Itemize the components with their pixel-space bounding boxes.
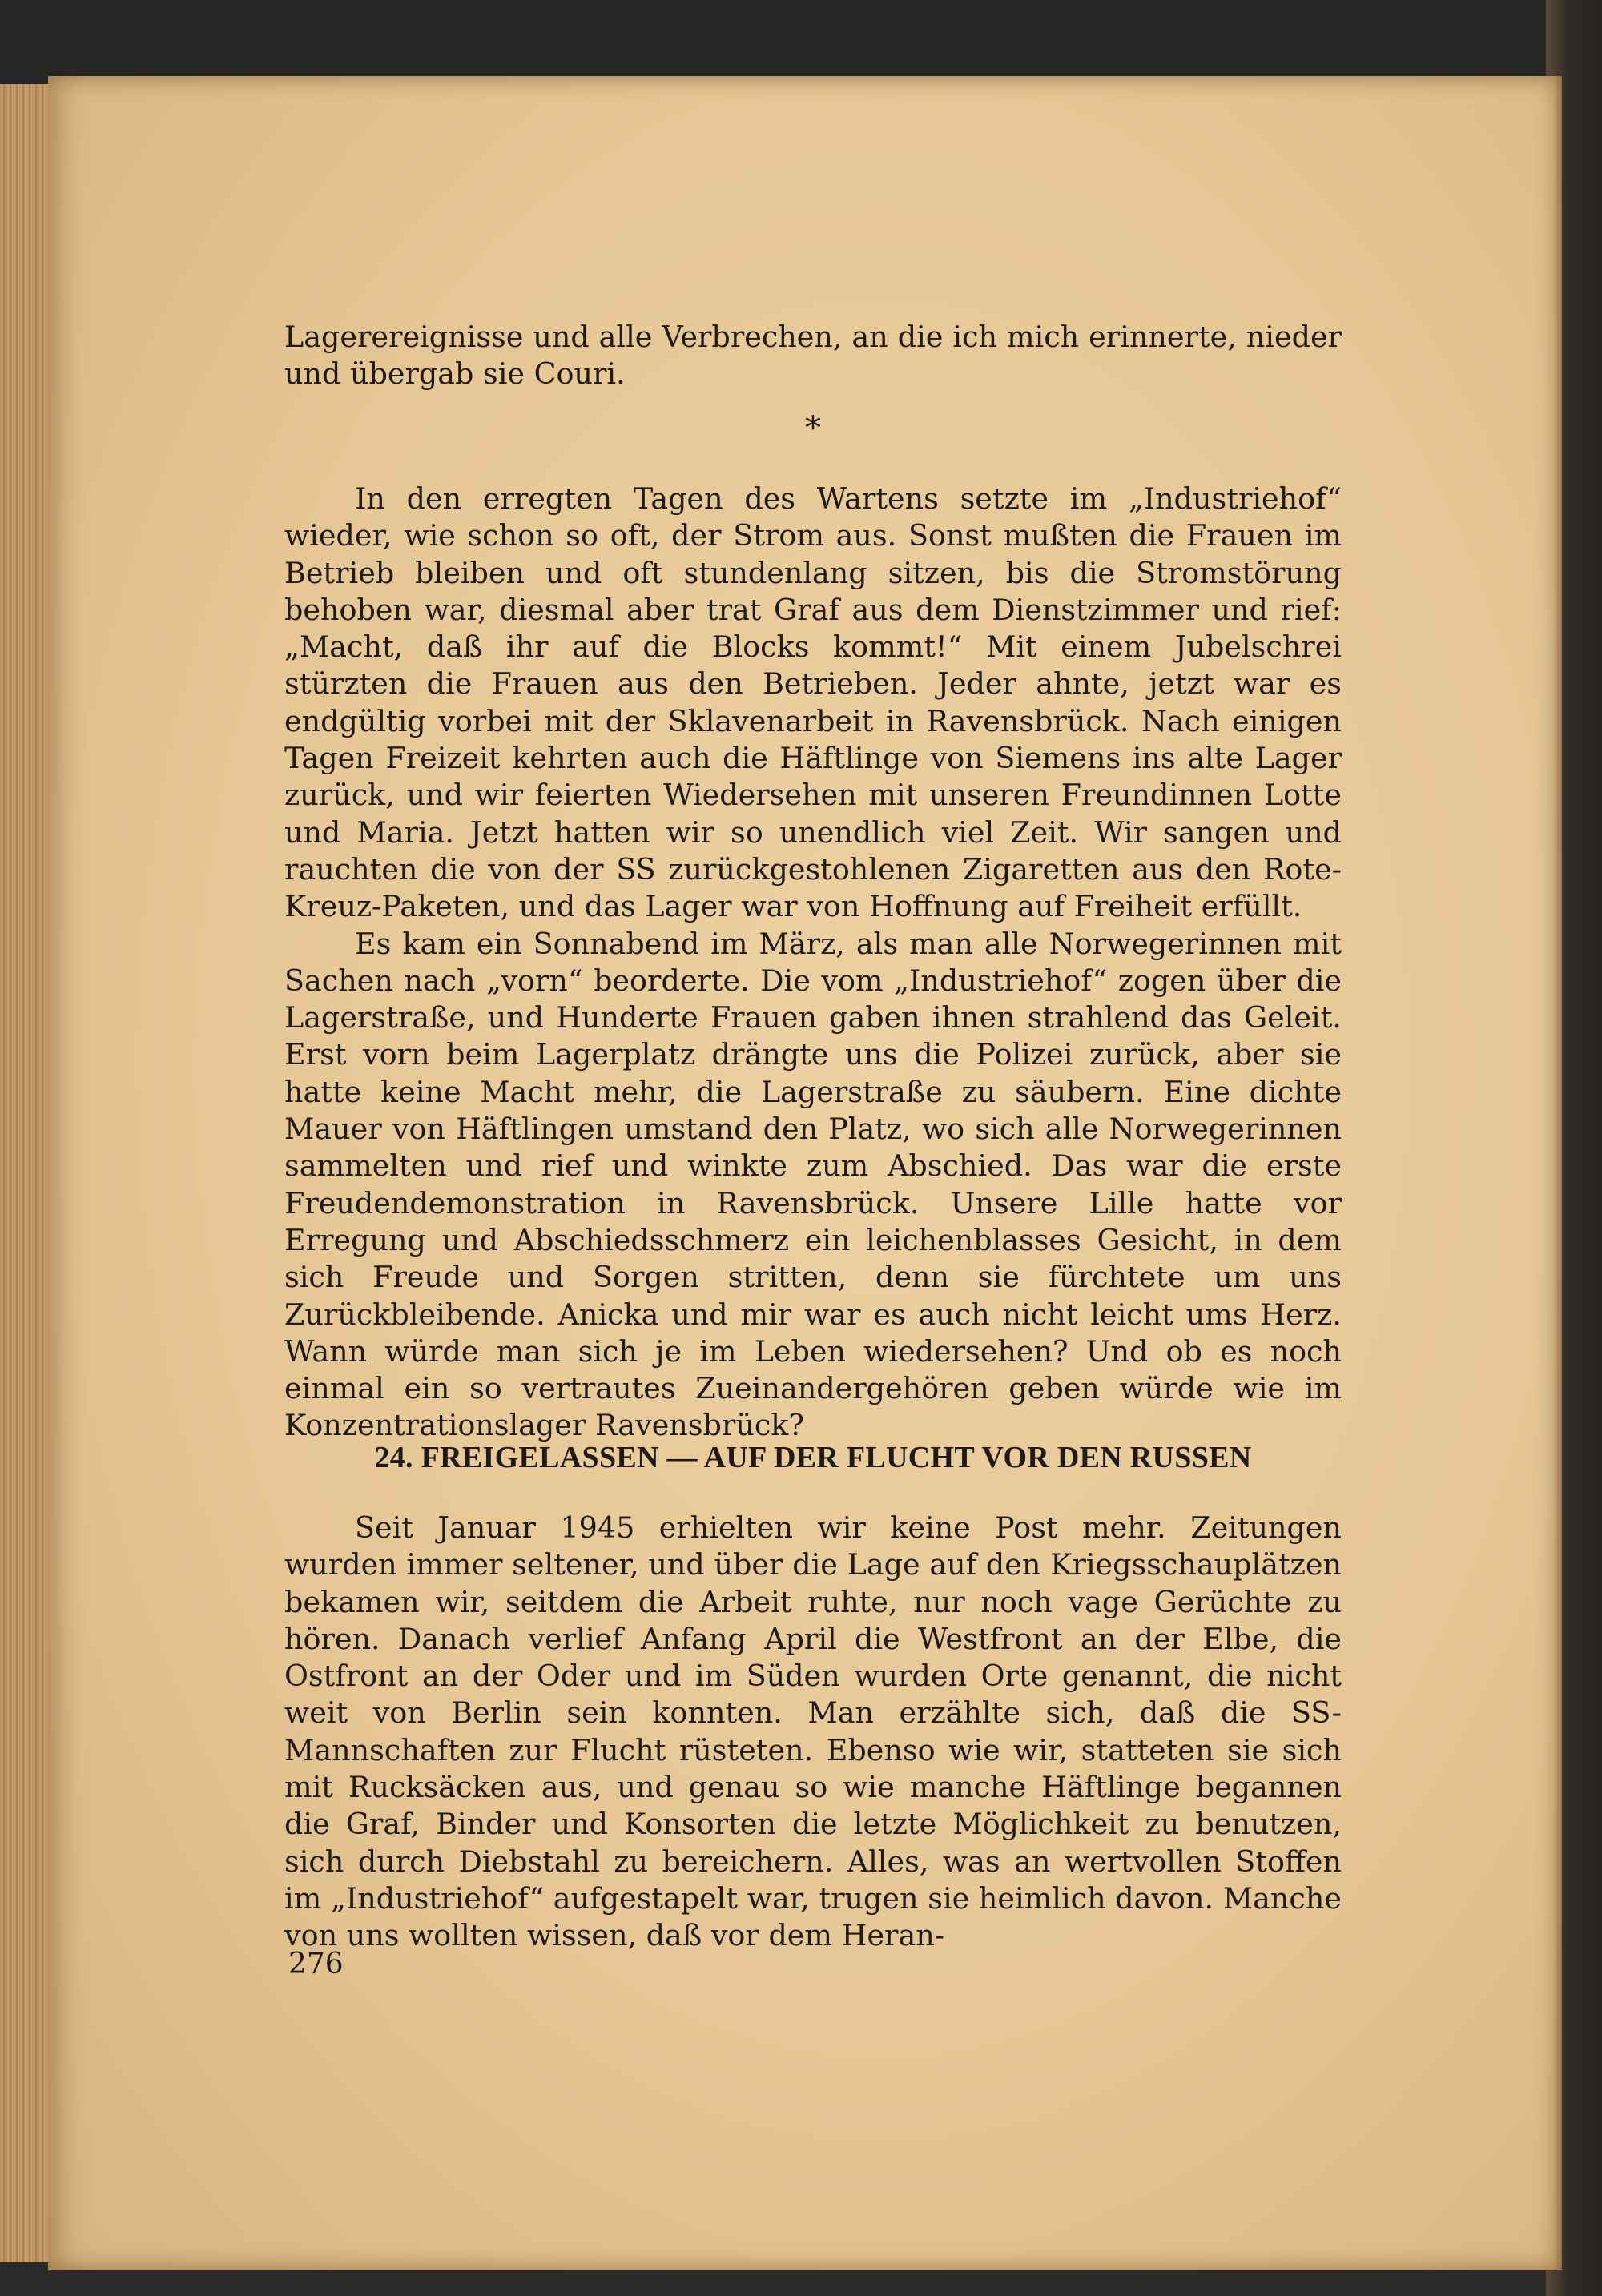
section-separator: * xyxy=(805,410,821,447)
section-paragraph-1: In den erregten Tagen des Wartens setzte im „Industriehof“ wieder, wie schon so oft, der Strom aus. Sonst mußten die Frauen im Betrieb bleiben und oft stundenlang sitzen, bis die Stromstörung behoben war, diesmal aber trat Graf aus dem Dienstzimmer und rief: „Macht, daß ihr auf die Blocks kommt!“ Mit einem Jubelschrei stürzten die Frauen aus den Betrieben. Jeder ahnte, jetzt war es endgültig vorbei mit der Sklavenarbeit in Ravensbrück. Nach einigen Tagen Freizeit kehrten auch die Häftlinge von Siemens ins alte Lager zurück, und wir feierten Wiedersehen mit unseren Freundinnen Lotte und Maria. Jetzt hatten wir so unendlich viel Zeit. Wir sangen und rauchten die von der SS zurückgestohlenen Zigaretten aus den Rote-Kreuz-Paketen, und das Lager war von Hoffnung auf Freiheit erfüllt. xyxy=(284,481,1342,924)
page-gutter-shadow xyxy=(1554,76,1562,2270)
chapter-paragraph-1: Seit Januar 1945 erhielten wir keine Post mehr. Zeitungen wurden immer seltener, und über die Lage auf den Kriegsschauplätzen bekamen wir, seitdem die Arbeit ruhte, nur noch vage Gerüchte zu hören. Danach verlief Anfang April die Westfront an der Elbe, die Ostfront an der Oder und im Süden wurden Orte genannt, die nicht weit von Berlin sein konnten. Man erzählte sich, daß die SS-Mannschaften zur Flucht rüsteten. Ebenso wie wir, statteten sie sich mit Rucksäcken aus, und genau so wie manche Häftlinge begannen die Graf, Binder und Konsorten die letzte Möglichkeit zu benutzen, sich durch Diebstahl zu bereichern. Alles, was an wertvollen Stoffen im „Industriehof“ aufgestapelt war, trugen sie heimlich davon. Manche von uns wollten wissen, daß vor dem Heran- xyxy=(284,1510,1342,1953)
section-text-block xyxy=(284,481,1342,1445)
chapter-text-block xyxy=(284,1510,1342,1955)
top-paragraph: Lagerereignisse und alle Verbrechen, an die ich mich erinnerte, nieder und übergab sie Couri. xyxy=(284,320,1342,392)
chapter-heading: 24. FREIGELASSEN — AUF DER FLUCHT VOR DEN RUSSEN xyxy=(374,1441,1252,1474)
page-number: 276 xyxy=(288,1948,344,1980)
section-paragraph-2: Es kam ein Sonnabend im März, als man alle Norwegerinnen mit Sachen nach „vorn“ beorderte. Die vom „Industriehof“ zogen über die Lagerstraße, und Hunderte Frauen gaben ihnen strahlend das Geleit. Erst vorn beim Lagerplatz drängte uns die Polizei zurück, aber sie hatte keine Macht mehr, die Lagerstraße zu säubern. Eine dichte Mauer von Häftlingen umstand den Platz, wo sich alle Norwegerinnen sammelten und rief und winkte zum Abschied. Das war die erste Freudendemonstration in Ravensbrück. Unsere Lille hatte vor Erregung und Abschiedsschmerz ein leichenblasses Gesicht, in dem sich Freude und Sorgen stritten, denn sie fürchtete um uns Zurückbleibende. Anicka und mir war es auch nicht leicht ums Herz. Wann würde man sich je im Leben wiedersehen? Und ob es noch einmal ein so vertrautes Zueinandergehören geben würde wie im Konzentrationslager Ravensbrück? xyxy=(284,926,1342,1443)
top-paragraph-block xyxy=(284,319,1342,393)
scan-background-top xyxy=(0,0,1602,88)
